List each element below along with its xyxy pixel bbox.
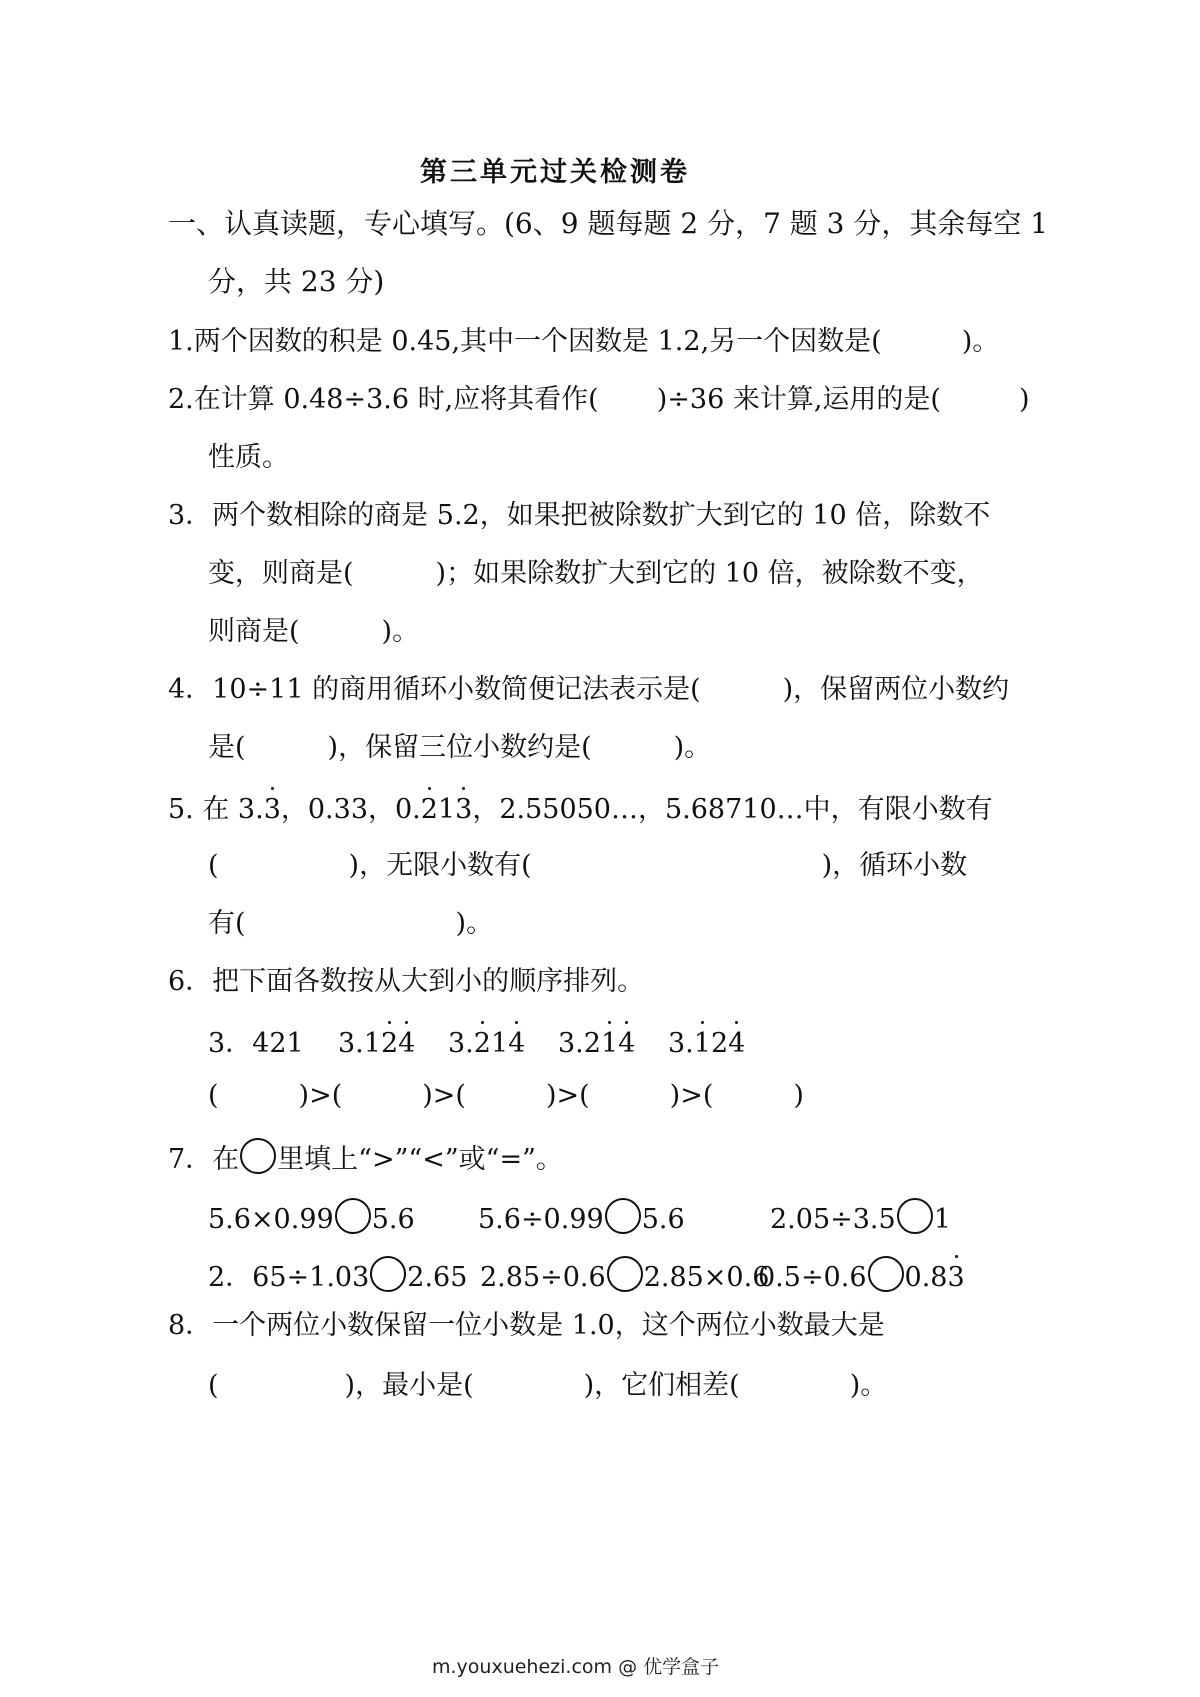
expression: 2.85×0.6 — [643, 1262, 770, 1293]
paren: ( — [208, 1080, 219, 1111]
repeating-digit: 4 — [508, 1024, 525, 1064]
compare-circle[interactable] — [605, 1198, 641, 1234]
question-3: 3．两个数相除的商是 5.2，如果把被除数扩大到它的 10 倍，除数不 — [168, 500, 991, 531]
expression: 1 — [933, 1204, 951, 1235]
repeating-digit: 4 — [398, 1024, 415, 1064]
section-heading-line1: 一、认真读题，专心填写。(6、9 题每题 2 分，7 题 3 分，其余每空 1 — [168, 207, 1049, 240]
compare-item — [208, 1198, 415, 1240]
paren: ) — [793, 1080, 804, 1111]
question-3-line3 — [208, 612, 419, 652]
repeating-digit: 4 — [618, 1024, 635, 1064]
question-8-mid: )，最小是( — [344, 1370, 474, 1401]
question-6: 6．把下面各数按从大到小的顺序排列。 — [168, 966, 645, 997]
expression: 5.6 — [641, 1204, 685, 1235]
repeating-digit: 3 — [264, 790, 281, 830]
question-4-mid: )，保留两位小数约 — [782, 674, 1010, 705]
number-3 — [448, 1024, 525, 1064]
compare-circle[interactable] — [607, 1256, 643, 1292]
number-part: 3.1 — [338, 1028, 381, 1059]
question-1-text: 1.两个因数的积是 0.45,其中一个因数是 1.2,另一个因数是( — [168, 326, 882, 357]
number-part: 1 — [490, 1028, 509, 1059]
repeating-digit: 2 — [421, 790, 438, 830]
question-4-text: 4．10÷11 的商用循环小数简便记法表示是( — [168, 674, 701, 705]
question-5-text: ，0.33，0. — [280, 794, 421, 825]
question-5-end: )。 — [455, 908, 494, 939]
question-7-text: 7．在 — [168, 1144, 240, 1175]
repeating-digit: 2 — [381, 1024, 398, 1064]
question-5-line2 — [208, 846, 967, 886]
expression: 5.6×0.99 — [208, 1204, 334, 1235]
question-5-text: ，2.55050…，5.68710…中，有限小数有 — [472, 794, 993, 825]
expression: 5.6÷0.99 — [478, 1204, 604, 1235]
question-8-line2 — [208, 1366, 887, 1406]
question-3-line2 — [208, 554, 984, 594]
number-4 — [558, 1024, 635, 1064]
repeating-digit: 2 — [474, 1024, 491, 1064]
expression: 2.85÷0.6 — [480, 1262, 606, 1293]
greater-than: )>( — [298, 1080, 343, 1111]
question-8-end: )。 — [849, 1370, 888, 1401]
number-2 — [338, 1024, 415, 1064]
compare-item — [758, 1256, 965, 1298]
question-5-line3 — [208, 904, 493, 944]
expression: 0.8 — [904, 1262, 948, 1293]
question-5-mid: )，无限小数有( — [348, 850, 532, 881]
compare-item — [480, 1256, 769, 1298]
page-title: 第三单元过关检测卷 — [420, 157, 690, 188]
compare-item — [770, 1198, 951, 1240]
question-3-end: )。 — [381, 616, 420, 647]
question-5-text: 有( — [208, 908, 246, 939]
expression: 2．65÷1.03 — [208, 1262, 370, 1293]
question-5-digit: 1 — [437, 794, 456, 825]
compare-circle[interactable] — [335, 1198, 371, 1234]
question-4-mid: )，保留三位小数约是( — [327, 732, 592, 763]
question-2-mid: )÷36 来计算,运用的是( — [656, 384, 941, 415]
greater-than: )>( — [545, 1080, 590, 1111]
compare-item — [478, 1198, 685, 1240]
question-2 — [168, 380, 1030, 420]
number-part: 3. — [668, 1028, 694, 1059]
greater-than: )>( — [669, 1080, 714, 1111]
question-3-text: 变，则商是( — [208, 558, 354, 589]
question-8-mid: )，它们相差( — [583, 1370, 740, 1401]
question-3-text: 则商是( — [208, 616, 300, 647]
question-5 — [168, 790, 993, 830]
footer-watermark: m.youxuehezi.com @ 优学盒子 — [432, 1656, 720, 1678]
expression: 0.5÷0.6 — [758, 1262, 867, 1293]
compare-circle[interactable] — [370, 1256, 406, 1292]
question-5-mid: )，循环小数 — [821, 850, 968, 881]
question-8-open: ( — [208, 1370, 219, 1401]
question-2-close: ) — [1018, 384, 1030, 415]
question-8: 8．一个两位小数保留一位小数是 1.0，这个两位小数最大是 — [168, 1310, 885, 1341]
compare-item — [208, 1256, 467, 1298]
expression: 5.6 — [371, 1204, 415, 1235]
question-7-text: 里填上“>”“<”或“=”。 — [277, 1144, 563, 1175]
number-1: 3．421 — [208, 1028, 304, 1059]
question-1 — [168, 322, 999, 362]
repeating-digit: 3 — [947, 1258, 964, 1298]
compare-circle[interactable] — [868, 1256, 904, 1292]
repeating-digit: 1 — [601, 1024, 618, 1064]
question-1-end: )。 — [961, 326, 1000, 357]
question-5-text: 5. 在 3. — [168, 794, 264, 825]
question-4-line2 — [208, 728, 711, 768]
question-5-open: ( — [208, 850, 219, 881]
number-5 — [668, 1024, 745, 1064]
ordering-answer-row — [208, 1076, 804, 1116]
expression: 2.05÷3.5 — [770, 1204, 896, 1235]
question-3-mid: )；如果除数扩大到它的 10 倍，被除数不变， — [435, 558, 984, 589]
question-4 — [168, 670, 1009, 710]
question-4-end: )。 — [673, 732, 712, 763]
repeating-digit: 4 — [728, 1024, 745, 1064]
number-part: 2 — [710, 1028, 729, 1059]
number-part: 3.2 — [558, 1028, 601, 1059]
question-7 — [168, 1138, 563, 1180]
compare-circle[interactable] — [897, 1198, 933, 1234]
compare-circle — [240, 1138, 276, 1174]
repeating-digit: 1 — [694, 1024, 711, 1064]
question-4-text: 是( — [208, 732, 246, 763]
question-2-line2: 性质。 — [208, 442, 289, 473]
number-part: 3. — [448, 1028, 474, 1059]
repeating-digit: 3 — [455, 790, 472, 830]
greater-than: )>( — [422, 1080, 466, 1111]
section-heading-line2: 分，共 23 分) — [208, 265, 385, 298]
expression: 2.65 — [407, 1262, 468, 1293]
question-2-text: 2.在计算 0.48÷3.6 时,应将其看作( — [168, 384, 599, 415]
